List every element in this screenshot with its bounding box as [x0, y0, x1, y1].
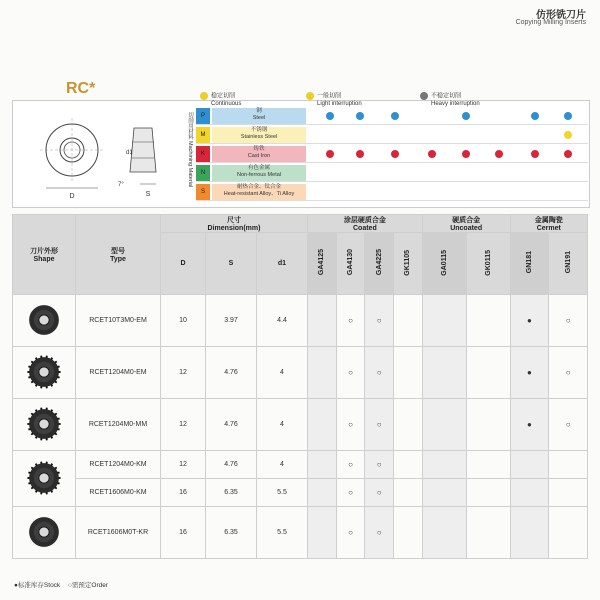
grade-availability: ○: [365, 295, 394, 347]
suitability-icon: [391, 150, 399, 158]
insert-type: RCET1606M0-KM: [76, 479, 161, 507]
suitability-icon: [564, 131, 572, 139]
suitability-icon: [564, 112, 572, 120]
insert-image: [13, 399, 76, 451]
table-row: [13, 295, 588, 347]
shape-header: 刀片外形 Shape: [13, 215, 76, 295]
material-code: S: [196, 184, 210, 200]
grade-availability: [549, 451, 588, 479]
suitability-icon: [428, 150, 436, 158]
suitability-icon: [462, 112, 470, 120]
label-S: S: [145, 191, 151, 198]
suitability-icon: [564, 150, 572, 158]
dimension-S: 3.97: [206, 295, 257, 347]
label-angle: 7°: [118, 182, 124, 188]
suitability-icon: [531, 112, 539, 120]
grade-availability: [466, 347, 510, 399]
grade-availability: [308, 507, 337, 559]
grade-availability: [308, 295, 337, 347]
stock-note: ●标准库存Stock: [14, 582, 61, 589]
suitability-icon: [462, 150, 470, 158]
grade-availability: [549, 479, 588, 507]
material-row: [196, 165, 588, 182]
material-name: 耐热合金、钛合金 Heat-resistant Alloy、Ti Alloy: [212, 184, 306, 200]
grade-availability: ○: [336, 295, 365, 347]
dimension-d1: 4: [257, 399, 308, 451]
material-code: K: [196, 146, 210, 162]
dimension-d1: 5.5: [257, 507, 308, 559]
grade-availability: ○: [365, 347, 394, 399]
coated-header: 涂层硬质合金 Coated: [308, 215, 423, 233]
insert-drawing: [34, 110, 169, 202]
grade-header: GA4225: [365, 233, 394, 295]
material-name: 钢 Steel: [212, 108, 306, 124]
grade-availability: [466, 451, 510, 479]
material-row: [196, 127, 588, 144]
grade-availability: [466, 479, 510, 507]
suitability-icon: [391, 112, 399, 120]
suitability-icon: [531, 150, 539, 158]
grade-availability: ○: [365, 479, 394, 507]
dimension-D: 12: [161, 451, 206, 479]
dim-col-D: D: [161, 233, 206, 295]
insert-type: RCET1606M0T-KR: [76, 507, 161, 559]
suitability-icon: [495, 150, 503, 158]
table-row: [13, 347, 588, 399]
light-interruption-icon: [306, 92, 314, 100]
order-note: ○需预定Order: [68, 582, 109, 589]
suitability-icon: [326, 150, 334, 158]
insert-type: RCET10T3M0-EM: [76, 295, 161, 347]
dimension-S: 6.35: [206, 479, 257, 507]
grade-availability: ○: [336, 399, 365, 451]
series-title: RC*: [66, 80, 96, 97]
dimension-D: 16: [161, 479, 206, 507]
dimension-S: 4.76: [206, 451, 257, 479]
grade-availability: ○: [336, 479, 365, 507]
continuous-cut-icon: [200, 92, 208, 100]
legend-light-interruption: 一般切削 Light interruption: [306, 92, 362, 108]
table-row: [13, 479, 588, 507]
grade-availability: [422, 347, 466, 399]
legend-heavy-interruption: 不稳定切削 Heavy interruption: [420, 92, 480, 108]
grade-availability: [422, 507, 466, 559]
grade-availability: [549, 507, 588, 559]
grade-availability: ○: [365, 399, 394, 451]
grade-availability: [422, 295, 466, 347]
grade-availability: [394, 347, 423, 399]
page-title-cn: 仿形铣刀片: [536, 10, 586, 21]
footer-legend: [14, 580, 108, 589]
grade-availability: ●: [510, 399, 549, 451]
suitability-icon: [356, 112, 364, 120]
grade-availability: [394, 399, 423, 451]
grade-availability: [510, 507, 549, 559]
grade-availability: [422, 479, 466, 507]
grade-availability: [308, 399, 337, 451]
material-name: 有色金属 Non-ferrous Metal: [212, 165, 306, 181]
dimension-S: 4.76: [206, 399, 257, 451]
grade-header: GK1105: [394, 233, 423, 295]
grade-availability: ○: [365, 451, 394, 479]
dimension-D: 10: [161, 295, 206, 347]
material-row: [196, 146, 588, 163]
grade-availability: [308, 347, 337, 399]
grade-header: GA4130: [336, 233, 365, 295]
grade-availability: ○: [549, 347, 588, 399]
dimension-d1: 4: [257, 347, 308, 399]
grade-availability: [510, 451, 549, 479]
material-code: N: [196, 165, 210, 181]
suitability-icon: [326, 112, 334, 120]
material-name: 铸铁 Cast Iron: [212, 146, 306, 162]
grade-availability: [466, 399, 510, 451]
table-row: [13, 507, 588, 559]
grade-availability: [394, 451, 423, 479]
table-row: [13, 451, 588, 479]
grade-availability: ○: [336, 347, 365, 399]
dimension-S: 4.76: [206, 347, 257, 399]
type-header: 型号 Type: [76, 215, 161, 295]
uncoated-header: 硬质合金 Uncoated: [422, 215, 510, 233]
label-D: D: [69, 193, 75, 200]
dim-col-S: S: [206, 233, 257, 295]
grade-availability: ○: [549, 399, 588, 451]
material-code: M: [196, 127, 210, 143]
heavy-interruption-icon: [420, 92, 428, 100]
dimension-D: 16: [161, 507, 206, 559]
label-d1: d1: [126, 150, 133, 156]
material-row: [196, 184, 588, 201]
dimension-D: 12: [161, 347, 206, 399]
grade-availability: ○: [549, 295, 588, 347]
grade-availability: ●: [510, 295, 549, 347]
dimension-d1: 4: [257, 451, 308, 479]
material-row: [196, 108, 588, 125]
insert-image: [13, 295, 76, 347]
grade-availability: [308, 479, 337, 507]
dimension-S: 6.35: [206, 507, 257, 559]
grade-availability: [510, 479, 549, 507]
insert-image: [13, 451, 76, 507]
grade-availability: [466, 507, 510, 559]
table-row: [13, 399, 588, 451]
grade-availability: [308, 451, 337, 479]
dimension-d1: 4.4: [257, 295, 308, 347]
insert-type: RCET1204M0-MM: [76, 399, 161, 451]
grade-availability: [394, 479, 423, 507]
dim-col-d1: d1: [257, 233, 308, 295]
grade-availability: [394, 295, 423, 347]
grade-header: GA0115: [422, 233, 466, 295]
insert-image: [13, 507, 76, 559]
grade-header: GK0115: [466, 233, 510, 295]
suitability-icon: [356, 150, 364, 158]
dimension-D: 12: [161, 399, 206, 451]
material-group-label: 切削用材料 Machining Material: [187, 112, 193, 188]
material-name: 不锈钢 Stainless Steel: [212, 127, 306, 143]
cermet-header: 金属陶瓷 Cermet: [510, 215, 587, 233]
grade-header: GN181: [510, 233, 549, 295]
grade-availability: ○: [336, 451, 365, 479]
grade-availability: [422, 451, 466, 479]
dimension-d1: 5.5: [257, 479, 308, 507]
dimension-header: 尺寸 Dimension(mm): [161, 215, 308, 233]
insert-table: [12, 214, 588, 559]
grade-header: GA4125: [308, 233, 337, 295]
grade-availability: [422, 399, 466, 451]
grade-availability: ○: [365, 507, 394, 559]
insert-type: RCET1204M0-EM: [76, 347, 161, 399]
grade-availability: ●: [510, 347, 549, 399]
grade-header: GN191: [549, 233, 588, 295]
grade-availability: [394, 507, 423, 559]
grade-availability: [466, 295, 510, 347]
grade-availability: ○: [336, 507, 365, 559]
material-code: P: [196, 108, 210, 124]
page-title-en: Copying Milling Inserts: [515, 19, 586, 26]
legend-continuous: 稳定切削 Continuous: [200, 92, 241, 108]
insert-type: RCET1204M0-KM: [76, 451, 161, 479]
insert-image: [13, 347, 76, 399]
